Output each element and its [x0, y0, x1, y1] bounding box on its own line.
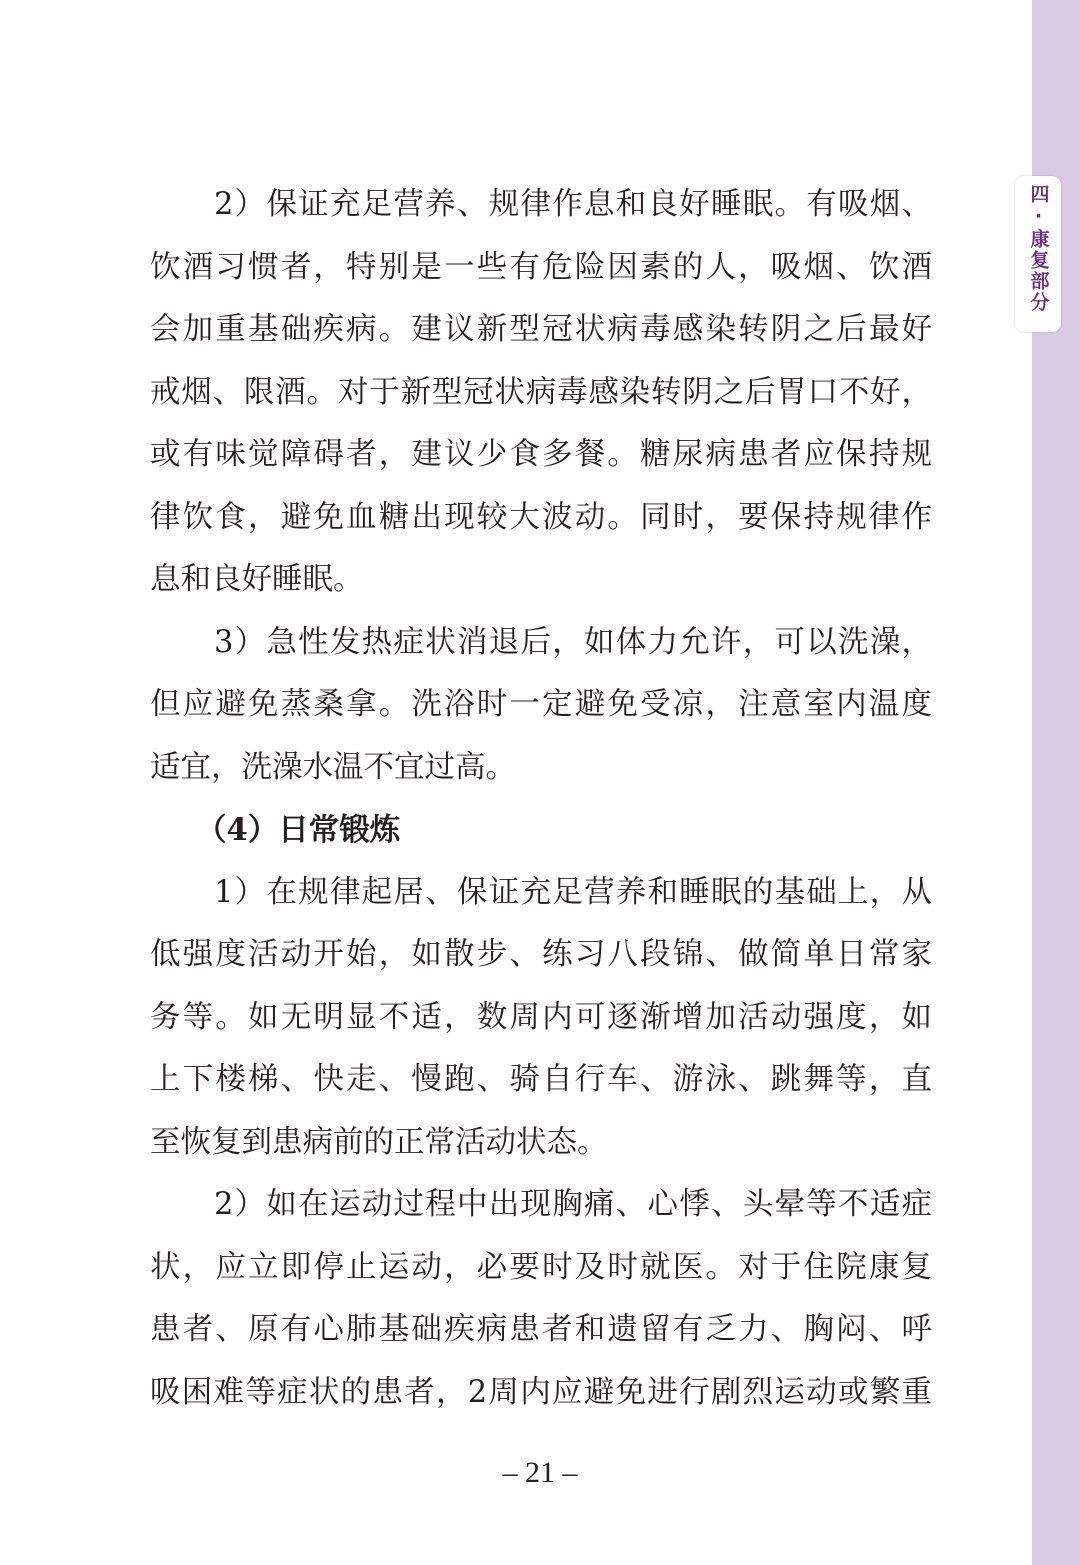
- paragraph-1: [150, 174, 932, 612]
- text-line: 或有味觉障碍者，建议少食多餐。糖尿病患者应保持规: [150, 437, 932, 472]
- text-line: 2）保证充足营养、规律作息和良好睡眠。有吸烟、: [214, 187, 932, 222]
- text-line: 患者、原有心肺基础疾病患者和遗留有乏力、胸闷、呼: [150, 1312, 932, 1347]
- text-line: 律饮食，避免血糖出现较大波动。同时，要保持规律作: [150, 499, 932, 535]
- paragraph-2: [150, 612, 932, 800]
- text-line: 状，应立即停止运动，必要时及时就医。对于住院康复: [150, 1249, 932, 1285]
- text-line: 饮酒习惯者，特别是一些有危险因素的人，吸烟、饮酒: [150, 249, 932, 285]
- text-line: 低强度活动开始，如散步、练习八段锦、做简单日常家: [150, 937, 932, 972]
- page-body: [150, 174, 932, 1424]
- section-heading: [150, 799, 932, 862]
- text-line: 1）在规律起居、保证充足营养和睡眠的基础上，从: [214, 874, 932, 910]
- text-line: 至恢复到患病前的正常活动状态。: [150, 1124, 608, 1160]
- section-heading-text: （4）日常锻炼: [196, 812, 401, 848]
- text-line: 上下楼梯、快走、慢跑、骑自行车、游泳、跳舞等，直: [150, 1062, 932, 1097]
- paragraph-4: [150, 1174, 932, 1424]
- paragraph-3: [150, 862, 932, 1175]
- text-line: 吸困难等症状的患者，2周内应避免进行剧烈运动或繁重: [150, 1374, 932, 1410]
- text-line: 但应避免蒸桑拿。洗浴时一定避免受凉，注意室内温度: [150, 687, 932, 722]
- text-line: 息和良好睡眠。: [150, 562, 364, 597]
- page-number: – 21 –: [502, 1456, 578, 1489]
- text-line: 务等。如无明显不适，数周内可逐渐增加活动强度，如: [150, 999, 932, 1035]
- text-line: 会加重基础疾病。建议新型冠状病毒感染转阴之后最好: [150, 312, 932, 347]
- text-line: 戒烟、限酒。对于新型冠状病毒感染转阴之后胃口不好，: [150, 374, 932, 410]
- text-line: 2）如在运动过程中出现胸痛、心悸、头晕等不适症: [214, 1187, 932, 1222]
- text-line: 3）急性发热症状消退后，如体力允许，可以洗澡，: [214, 624, 932, 660]
- chapter-tab-label: 四·康复部分: [1027, 184, 1050, 313]
- text-line: 适宜，洗澡水温不宜过高。: [150, 749, 516, 785]
- chapter-tab: [1015, 176, 1061, 332]
